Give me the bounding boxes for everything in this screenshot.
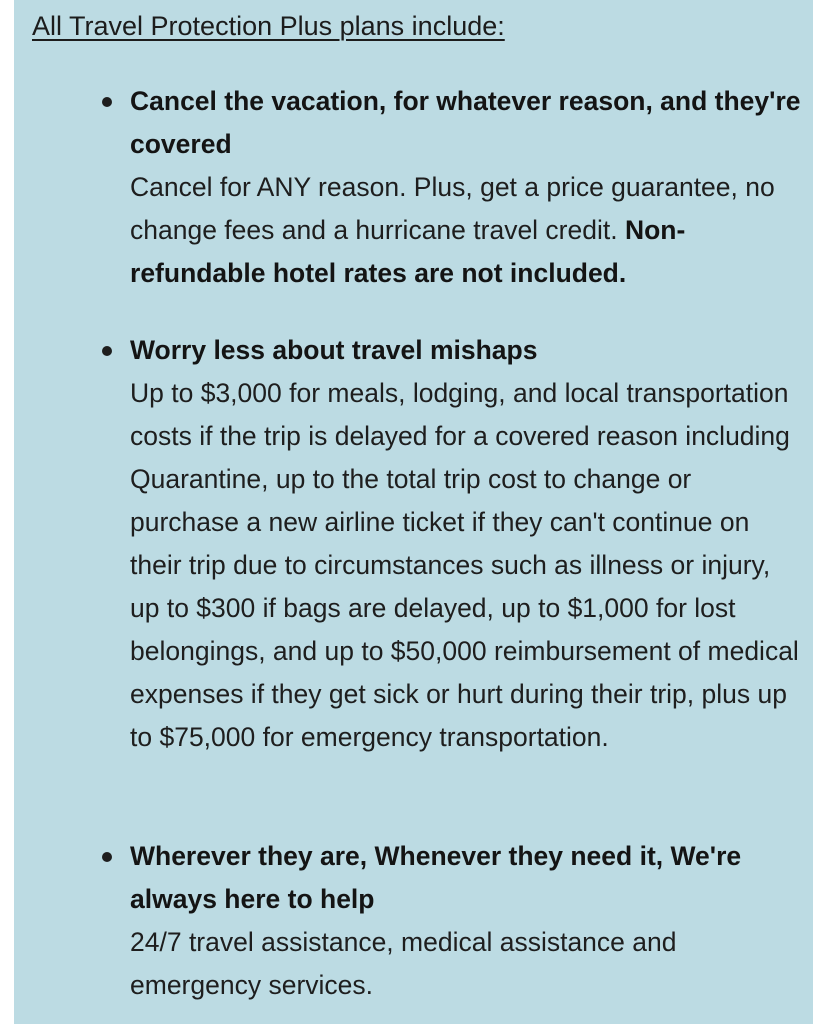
bullet-icon [102,852,112,862]
plan-benefits-panel [14,0,813,1024]
bullet-icon [102,346,112,356]
benefit-exclusion-note: Non-refundable hotel rates are not included. [130,215,686,288]
plan-benefits-heading: All Travel Protection Plus plans include: [32,11,505,41]
benefit-item-assistance [130,835,802,1007]
benefit-description: 24/7 travel assistance, medical assistance and emergency services. [130,927,677,1000]
benefit-title: Wherever they are, Whenever they need it, We're always here to help [130,841,742,914]
benefit-description-text: Cancel for ANY reason. Plus, get a price guarantee, no change fees and a hurricane travel credit. [130,172,775,245]
benefit-description [130,166,802,295]
benefit-item-mishaps [130,329,802,759]
benefit-item-cancel [130,80,802,295]
benefit-title: Worry less about travel mishaps [130,335,538,365]
benefit-description: Up to $3,000 for meals, lodging, and local transportation costs if the trip is delayed for a covered reason including Quarantine, up to the total trip cost to change or purchase a new airline ticket if they can't continue on their trip due to circumstances such as illness or injury, up to $300 if bags are delayed, up to $1,000 for lost belongings, and up to $50,000 reimbursement of medical expenses if they get sick or hurt during their trip, plus up to $75,000 for emergency transportation. [130,378,799,752]
bullet-icon [102,97,112,107]
benefit-title: Cancel the vacation, for whatever reason, and they're covered [130,86,801,159]
